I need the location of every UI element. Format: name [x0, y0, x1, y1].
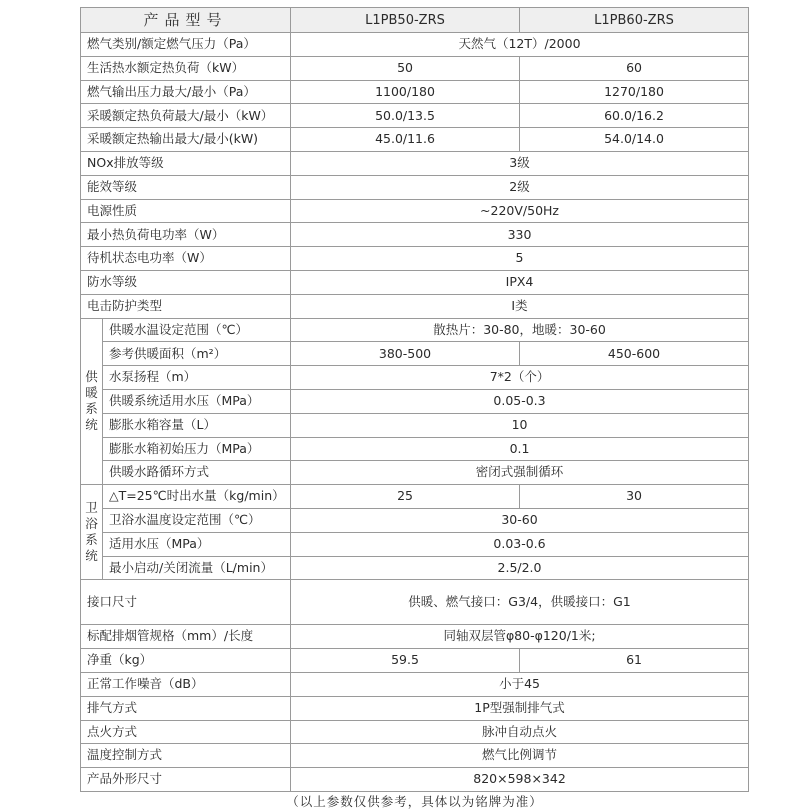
spec-row [81, 556, 749, 580]
spec-label: 防水等级 [81, 270, 291, 294]
spec-row [81, 318, 749, 342]
spec-label: 电源性质 [81, 199, 291, 223]
spec-value: 0.03-0.6 [291, 532, 749, 556]
spec-label: 采暖额定热输出最大/最小(kW) [81, 128, 291, 152]
spec-label: 膨胀水箱初始压力（MPa） [103, 437, 291, 461]
spec-row [81, 696, 749, 720]
spec-label: 水泵扬程（m） [103, 366, 291, 390]
spec-value-model-b: 61 [520, 649, 749, 673]
spec-label: 燃气输出压力最大/最小（Pa） [81, 80, 291, 104]
header-row [81, 8, 749, 33]
spec-value-model-a: 50 [291, 56, 520, 80]
spec-row [81, 223, 749, 247]
spec-value: 10 [291, 413, 749, 437]
footnote-row [81, 791, 749, 812]
product-model-header: 产品型号 [81, 8, 291, 33]
spec-value: 3级 [291, 151, 749, 175]
spec-label: 电击防护类型 [81, 294, 291, 318]
spec-label: △T=25℃时出水量（kg/min） [103, 485, 291, 509]
spec-value-model-b: 1270/180 [520, 80, 749, 104]
spec-value-model-a: 25 [291, 485, 520, 509]
spec-table [80, 7, 749, 812]
spec-label: 产品外形尺寸 [81, 768, 291, 792]
spec-value-model-b: 30 [520, 485, 749, 509]
spec-value: 同轴双层管φ80-φ120/1米; [291, 625, 749, 649]
spec-value: 7*2（个） [291, 366, 749, 390]
spec-value: 密闭式强制循环 [291, 461, 749, 485]
spec-value-model-a: 380-500 [291, 342, 520, 366]
spec-value: 供暖、燃气接口：G3/4，供暖接口：G1 [291, 580, 749, 625]
spec-value: I类 [291, 294, 749, 318]
footnote: （以上参数仅供参考，具体以为铭牌为准） [81, 791, 749, 812]
spec-value-model-b: 450-600 [520, 342, 749, 366]
spec-row [81, 80, 749, 104]
spec-value: 2级 [291, 175, 749, 199]
spec-value: 1P型强制排气式 [291, 696, 749, 720]
spec-row [81, 413, 749, 437]
spec-value: IPX4 [291, 270, 749, 294]
spec-value: 燃气比例调节 [291, 744, 749, 768]
spec-value-model-a: 45.0/11.6 [291, 128, 520, 152]
spec-value: 330 [291, 223, 749, 247]
spec-label: NOx排放等级 [81, 151, 291, 175]
spec-row [81, 294, 749, 318]
spec-value-model-b: 54.0/14.0 [520, 128, 749, 152]
spec-row [81, 247, 749, 271]
spec-row [81, 672, 749, 696]
spec-row [81, 720, 749, 744]
spec-label: 排气方式 [81, 696, 291, 720]
spec-row [81, 461, 749, 485]
spec-label: 点火方式 [81, 720, 291, 744]
spec-label: 生活热水额定热负荷（kW） [81, 56, 291, 80]
spec-value-model-a: 50.0/13.5 [291, 104, 520, 128]
spec-row [81, 199, 749, 223]
spec-row [81, 649, 749, 673]
spec-value-model-a: 1100/180 [291, 80, 520, 104]
spec-value: 0.1 [291, 437, 749, 461]
spec-label: 净重（kg） [81, 649, 291, 673]
spec-row [81, 342, 749, 366]
spec-label: 正常工作噪音（dB） [81, 672, 291, 696]
spec-value: 5 [291, 247, 749, 271]
spec-value-model-b: 60.0/16.2 [520, 104, 749, 128]
spec-row [81, 366, 749, 390]
spec-label: 供暖水温设定范围（℃） [103, 318, 291, 342]
heating-system-group-label: 供暖系统 [85, 369, 98, 433]
spec-value: ~220V/50Hz [291, 199, 749, 223]
spec-row [81, 175, 749, 199]
spec-label: 采暖额定热负荷最大/最小（kW） [81, 104, 291, 128]
spec-row [81, 56, 749, 80]
spec-value: 脉冲自动点火 [291, 720, 749, 744]
spec-label: 最小热负荷电功率（W） [81, 223, 291, 247]
model-a-header: L1PB50-ZRS [291, 8, 520, 33]
spec-label: 温度控制方式 [81, 744, 291, 768]
spec-value: 天然气（12T）/2000 [291, 33, 749, 57]
spec-label: 适用水压（MPa） [103, 532, 291, 556]
spec-row [81, 485, 749, 509]
spec-row [81, 532, 749, 556]
spec-row [81, 508, 749, 532]
spec-value: 820×598×342 [291, 768, 749, 792]
spec-row [81, 151, 749, 175]
spec-value: 0.05-0.3 [291, 389, 749, 413]
heating-system-group [81, 318, 103, 485]
spec-value-model-a: 59.5 [291, 649, 520, 673]
spec-label: 接口尺寸 [81, 580, 291, 625]
spec-value-model-b: 60 [520, 56, 749, 80]
spec-label: 待机状态电功率（W） [81, 247, 291, 271]
spec-label: 燃气类别/额定燃气压力（Pa） [81, 33, 291, 57]
spec-label: 供暖水路循环方式 [103, 461, 291, 485]
spec-row [81, 270, 749, 294]
spec-value: 散热片：30-80，地暖：30-60 [291, 318, 749, 342]
spec-row [81, 580, 749, 625]
bathroom-system-group [81, 485, 103, 580]
spec-label: 能效等级 [81, 175, 291, 199]
spec-row [81, 744, 749, 768]
spec-row [81, 625, 749, 649]
spec-row [81, 768, 749, 792]
spec-value: 2.5/2.0 [291, 556, 749, 580]
spec-label: 最小启动/关闭流量（L/min） [103, 556, 291, 580]
spec-label: 膨胀水箱容量（L） [103, 413, 291, 437]
spec-row [81, 437, 749, 461]
spec-label: 参考供暖面积（m²） [103, 342, 291, 366]
spec-row [81, 33, 749, 57]
bathroom-system-group-label: 卫浴系统 [85, 500, 98, 564]
spec-value: 小于45 [291, 672, 749, 696]
spec-row [81, 128, 749, 152]
spec-value: 30-60 [291, 508, 749, 532]
spec-row [81, 389, 749, 413]
spec-label: 标配排烟管规格（mm）/长度 [81, 625, 291, 649]
spec-label: 供暖系统适用水压（MPa） [103, 389, 291, 413]
spec-label: 卫浴水温度设定范围（℃） [103, 508, 291, 532]
spec-row [81, 104, 749, 128]
model-b-header: L1PB60-ZRS [520, 8, 749, 33]
